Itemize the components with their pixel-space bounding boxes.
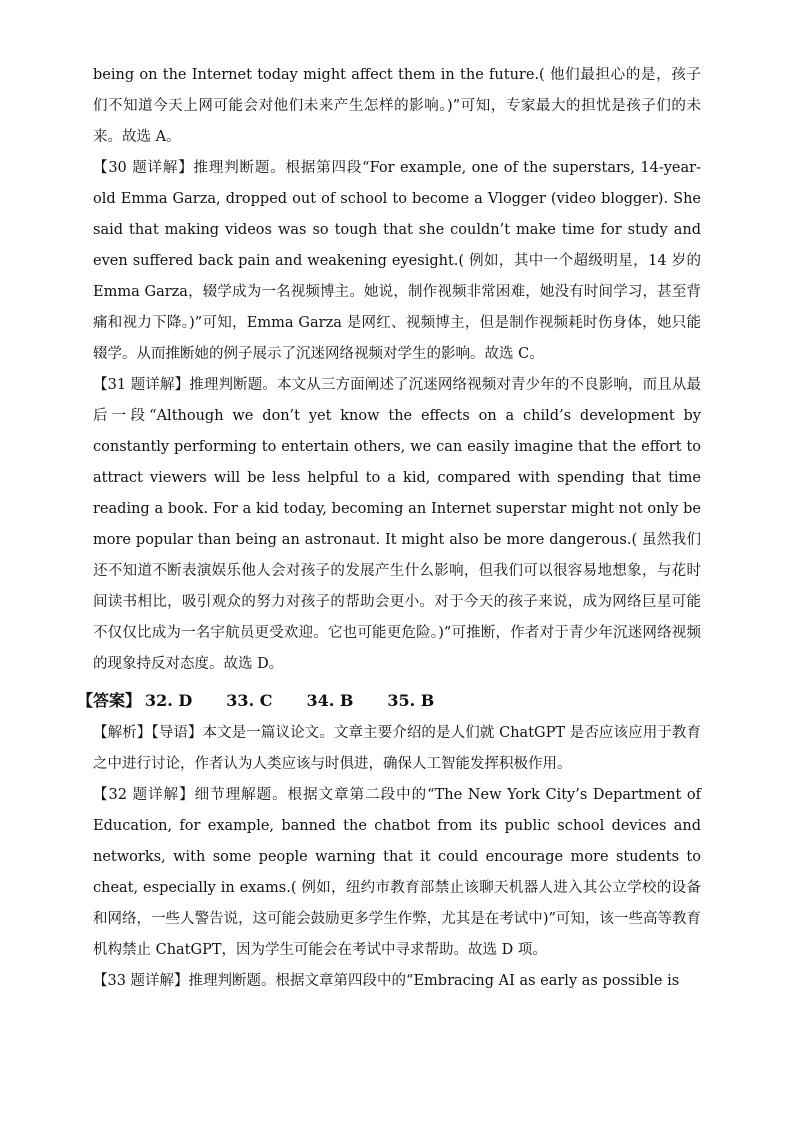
- paragraph-q32-explanation: 【32 题详解】细节理解题。根据文章第二段中的“The New York City’s Department of Education, for example, banned the chatbot from its public school devices and networks, with some people warning that it could encourage more students to cheat, especially in exams.( 例如，纽约市教育部禁止该聊天机器人进入其公立学校的设备和网络，一些人警告说，这可能会鼓励更多学生作弊，尤其是在考试中)”可知，该一些高等教育机构禁止 ChatGPT，因为学生可能会在考试中寻求帮助。故选 D 项。: [93, 787, 701, 958]
- answer-33: 33. C: [226, 691, 273, 710]
- paragraph-analysis-intro: 【解析】【导语】本文是一篇议论文。文章主要介绍的是人们就 ChatGPT 是否应该应用于教育之中进行讨论，作者认为人类应该与时俱进，确保人工智能发挥积极作用。: [93, 725, 701, 772]
- answer-line: [77, 684, 701, 718]
- paragraph-q29-end: being on the Internet today might affect them in the future.( 他们最担心的是，孩子们不知道今天上网可能会对他们未来产生怎样的影响。)”可知，专家最大的担忧是孩子们的未来。故选 A。: [93, 67, 701, 145]
- answer-32: 32. D: [145, 691, 193, 710]
- answer-34: 34. B: [306, 691, 354, 710]
- answer-label: 【答案】: [77, 691, 142, 710]
- answer-35: 35. B: [387, 691, 435, 710]
- paragraph-q31-explanation: 【31 题详解】推理判断题。本文从三方面阐述了沉迷网络视频对青少年的不良影响，而且从最后一段“Although we don’t yet know the effects on a child’s development by constantly performing to entertain others, we can easily imagine that the effort to attract viewers will be less helpful to a kid, compared with spending that time reading a book. For a kid today, becoming an Internet superstar might not only be more popular than being an astronaut. It might also be more dangerous.( 虽然我们还不知道不断表演娱乐他人会对孩子的发展产生什么影响，但我们可以很容易地想象，与花时间读书相比，吸引观众的努力对孩子的帮助会更小。对于今天的孩子来说，成为网络巨星可能不仅仅比成为一名宇航员更受欢迎。它也可能更危险。)”可推断，作者对于青少年沉迷网络视频的现象持反对态度。故选 D。: [93, 377, 701, 672]
- document-page: [77, 60, 701, 997]
- paragraph-q33-explanation: 【33 题详解】推理判断题。根据文章第四段中的“Embracing AI as early as possible is: [93, 973, 680, 989]
- paragraph-q30-explanation: 【30 题详解】推理判断题。根据第四段“For example, one of the superstars, 14-year-old Emma Garza, dropped out of school to become a Vlogger (video blogger). She said that making videos was so tough that she couldn’t make time for study and even suffered back pain and weakening eyesight.( 例如，其中一个超级明星，14 岁的 Emma Garza，辍学成为一名视频博主。她说，制作视频非常困难，她没有时间学习，甚至背痛和视力下降。)”可知，Emma Garza 是网红、视频博主，但是制作视频耗时伤身体，她只能辍学。从而推断她的例子展示了沉迷网络视频对学生的影响。故选 C。: [93, 160, 701, 362]
